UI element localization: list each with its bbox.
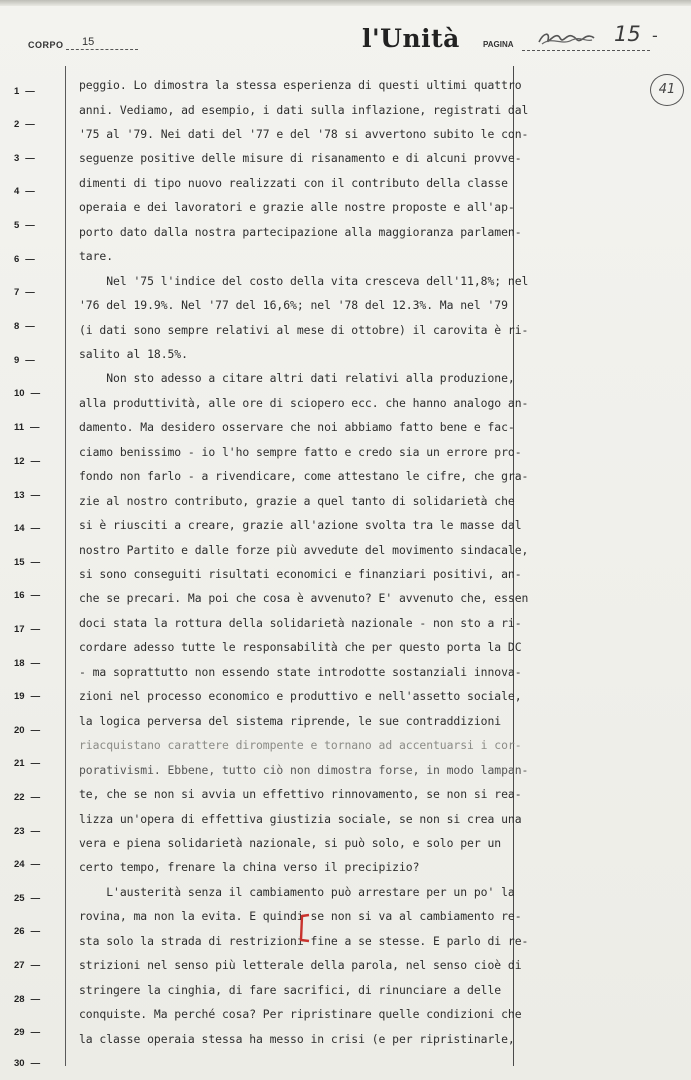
margin-dash: — [25, 186, 35, 197]
text-line: lizza un'opera di effettiva giustizia sociale, se non si crea una [79, 811, 522, 826]
margin-number-label: 24 [14, 859, 25, 870]
margin-number [14, 859, 58, 870]
margin-number [14, 490, 58, 501]
text-line: L'austerità senza il cambiamento può arrestare per un po' la [79, 884, 515, 899]
margin-number-label: 28 [14, 994, 25, 1005]
margin-number [14, 590, 58, 601]
margin-dash: — [30, 859, 41, 870]
margin-number [14, 658, 58, 669]
margin-dash: — [30, 590, 41, 601]
margin-number-label: 22 [14, 792, 25, 803]
margin-dash: — [25, 220, 35, 231]
margin-dash: — [25, 119, 35, 130]
text-line: tare. [79, 249, 114, 264]
margin-dash: — [30, 960, 41, 971]
margin-number [14, 422, 58, 433]
margin-number-label: 16 [14, 590, 25, 601]
text-line: Non sto adesso a citare altri dati relativi alla produzione, [79, 371, 515, 386]
text-line: sta solo la strada di restrizioni fine a se stesse. E parlo di re- [79, 933, 529, 948]
pagina-label: PAGINA [483, 40, 514, 49]
text-line: damento. Ma desidero osservare che noi abbiamo fatto bene e fac- [79, 420, 515, 435]
margin-number [14, 826, 58, 837]
margin-number [14, 1027, 58, 1038]
margin-dash: — [30, 658, 41, 669]
left-margin-rule [65, 66, 66, 1066]
text-line: Nel '75 l'indice del costo della vita cresceva dell'11,8%; nel [79, 273, 529, 288]
margin-dash: — [30, 1027, 41, 1038]
text-line: operaia e dei lavoratori e grazie alle nostre proposte e all'ap- [79, 200, 515, 215]
margin-number [14, 321, 58, 332]
margin-number-label: 2 [14, 119, 20, 130]
margin-number [14, 254, 58, 265]
margin-dash: — [30, 388, 41, 399]
margin-dash: — [25, 153, 35, 164]
margin-number-label: 27 [14, 960, 25, 971]
text-line: porativismi. Ebbene, tutto ciò non dimostra forse, in modo lampan- [79, 762, 529, 777]
margin-number-label: 7 [14, 287, 20, 298]
text-line: alla produttività, alle ore di sciopero ecc. che hanno analogo an- [79, 395, 529, 410]
text-line: '75 al '79. Nei dati del '77 e del '78 si avvertono subito le con- [79, 126, 529, 141]
text-line: la classe operaia stessa ha messo in crisi (e per ripristinarle, [79, 1031, 515, 1046]
margin-dash: — [30, 994, 41, 1005]
margin-number [14, 691, 58, 702]
margin-dash: — [30, 893, 41, 904]
margin-dash: — [30, 490, 41, 501]
margin-number [14, 624, 58, 635]
margin-number-label: 14 [14, 523, 25, 534]
margin-number [14, 994, 58, 1005]
margin-number [14, 1058, 58, 1069]
text-line: nostro Partito e dalle forze più avvedute del movimento sindacale, [79, 542, 529, 557]
text-line: dimenti di tipo nuovo realizzati con il contributo della classe [79, 175, 508, 190]
margin-number-label: 8 [14, 321, 20, 332]
text-line: cordare adesso tutte le responsabilità che per questo porta la DC [79, 640, 522, 655]
margin-number-label: 5 [14, 220, 20, 231]
text-line: ciamo benissimo - io l'ho sempre fatto e credo sia un errore pro- [79, 444, 522, 459]
text-line: stringere la cinghia, di fare sacrifici, di rinunciare a delle [79, 982, 502, 997]
text-line: (i dati sono sempre relativi al mese di ottobre) il carovita è ri- [79, 322, 529, 337]
margin-number-label: 11 [14, 422, 25, 433]
text-line: certo tempo, frenare la china verso il precipizio? [79, 860, 420, 875]
page-circle-number: 41 [650, 74, 684, 106]
text-line: zie al nostro contributo, grazie a quel tanto di solidarietà che [79, 493, 515, 508]
text-line: doci stata la rottura della solidarietà nazionale - non sto a ri- [79, 615, 522, 630]
text-line: la logica perversa del sistema riprende, le sue contraddizioni [79, 713, 502, 728]
margin-number-label: 18 [14, 658, 25, 669]
text-line: conquiste. Ma perché cosa? Per ripristinare quelle condizioni che [79, 1007, 522, 1022]
margin-number [14, 119, 58, 130]
margin-number [14, 758, 58, 769]
margin-number-label: 6 [14, 254, 20, 265]
margin-number [14, 287, 58, 298]
margin-dash: — [30, 523, 41, 534]
pagina-suffix: - [652, 26, 658, 45]
text-line: zioni nel processo economico e produttivo e nell'assetto sociale, [79, 689, 522, 704]
margin-dash: — [30, 1058, 41, 1069]
margin-number [14, 725, 58, 736]
text-line: salito al 18.5%. [79, 346, 188, 361]
margin-number-label: 26 [14, 926, 25, 937]
scribble-mark-icon [536, 26, 596, 50]
text-line: anni. Vediamo, ad esempio, i dati sulla inflazione, registrati dal [79, 102, 529, 117]
margin-dash: — [25, 254, 35, 265]
margin-number-label: 1 [14, 86, 20, 97]
margin-number [14, 186, 58, 197]
margin-dash: — [25, 287, 35, 298]
text-line: peggio. Lo dimostra la stessa esperienza di questi ultimi quattro [79, 78, 522, 92]
margin-number-label: 4 [14, 186, 20, 197]
pagina-underline [522, 50, 650, 51]
corpo-label: CORPO [28, 40, 64, 50]
margin-number-label: 3 [14, 153, 20, 164]
red-correction-mark-icon [298, 913, 312, 943]
margin-number-label: 12 [14, 456, 25, 467]
margin-dash: — [30, 926, 41, 937]
text-line: si è riusciti a creare, grazie all'azione svolta tra le masse dal [79, 518, 522, 533]
margin-number [14, 557, 58, 568]
margin-number-label: 17 [14, 624, 25, 635]
text-line: vera e piena solidarietà nazionale, si può solo, e solo per un [79, 835, 502, 850]
page-top-edge [0, 0, 691, 6]
margin-number-label: 25 [14, 893, 25, 904]
margin-number-label: 23 [14, 826, 25, 837]
text-line: rovina, ma non la evita. E quindi se non si va al cambiamento re- [79, 909, 522, 924]
margin-number-label: 30 [14, 1058, 25, 1069]
margin-dash: — [30, 691, 41, 702]
margin-number-label: 10 [14, 388, 25, 399]
margin-number [14, 456, 58, 467]
margin-dash: — [30, 758, 41, 769]
margin-number-label: 20 [14, 725, 25, 736]
margin-number [14, 86, 58, 97]
corpo-value: 15 [66, 36, 138, 50]
text-line: porto dato dalla nostra partecipazione alla maggioranza parlamen- [79, 224, 522, 239]
text-line: '76 del 19.9%. Nel '77 del 16,6%; nel '78 del 12.3%. Ma nel '79 [79, 298, 508, 312]
text-line: fondo non farlo - a rivendicare, come attestano le cifre, che gra- [79, 469, 529, 484]
margin-dash: — [25, 355, 35, 366]
margin-dash: — [25, 321, 35, 332]
margin-number-label: 13 [14, 490, 25, 501]
margin-number [14, 523, 58, 534]
margin-number-label: 9 [14, 355, 20, 366]
margin-dash: — [30, 826, 41, 837]
margin-number-label: 21 [14, 758, 25, 769]
margin-dash: — [30, 422, 40, 433]
margin-dash: — [30, 792, 41, 803]
text-line: te, che se non si avvia un effettivo rinnovamento, se non si rea- [79, 787, 522, 801]
text-line: seguenze positive delle misure di risanamento e di alcuni provve- [79, 151, 522, 166]
margin-number [14, 388, 58, 399]
margin-number [14, 926, 58, 937]
text-line: si sono conseguiti risultati economici e finanziari positivi, an- [79, 567, 522, 581]
margin-dash: — [30, 456, 41, 467]
margin-number [14, 153, 58, 164]
text-line: riacquistano carattere dirompente e tornano ad accentuarsi i cor- [79, 738, 522, 753]
margin-number-label: 29 [14, 1027, 25, 1038]
margin-dash: — [30, 557, 41, 568]
margin-dash: — [25, 86, 35, 97]
margin-number [14, 960, 58, 971]
margin-number-label: 19 [14, 691, 25, 702]
margin-number [14, 220, 58, 231]
text-line: che se precari. Ma poi che cosa è avvenuto? E' avvenuto che, essen [79, 591, 529, 606]
masthead-logo: l'Unità [362, 24, 460, 53]
margin-dash: — [30, 725, 41, 736]
margin-number [14, 355, 58, 366]
margin-number-label: 15 [14, 557, 25, 568]
pagina-value: 15 [614, 22, 641, 46]
margin-number [14, 893, 58, 904]
text-line: - ma soprattutto non essendo state introdotte sostanziali innova- [79, 664, 522, 679]
margin-number [14, 792, 58, 803]
margin-dash: — [30, 624, 41, 635]
text-line: strizioni nel senso più letterale della parola, nel senso cioè di [79, 958, 522, 973]
